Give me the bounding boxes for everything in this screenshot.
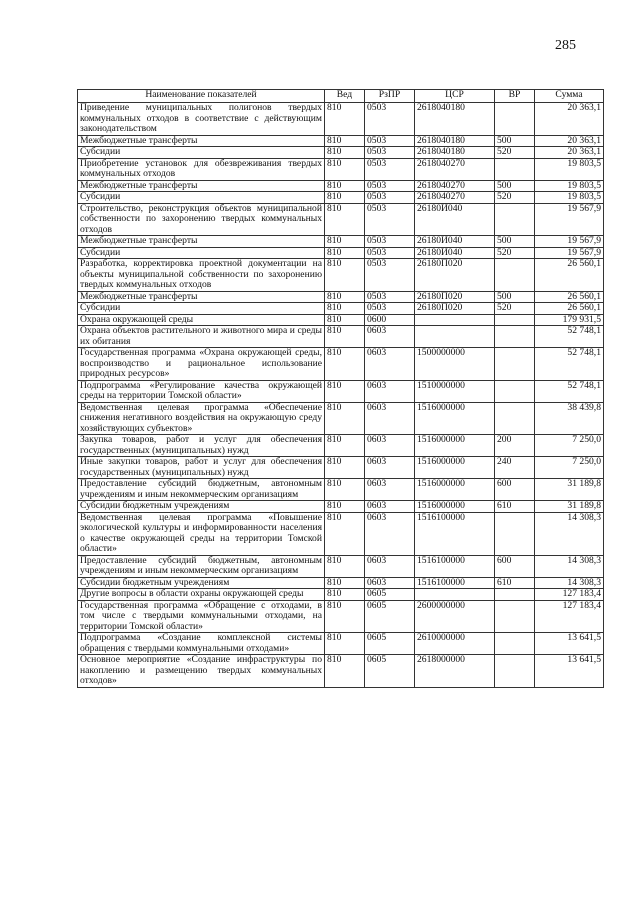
cell-vr: [495, 348, 535, 381]
cell-vr: 500: [495, 135, 535, 147]
cell-rzpr: 0503: [365, 236, 415, 248]
cell-vr: [495, 158, 535, 180]
header-sum: Сумма: [535, 90, 604, 103]
cell-sum: 13 641,5: [535, 655, 604, 688]
table-row: [78, 203, 604, 236]
cell-name: Субсидии: [78, 192, 325, 204]
cell-csr: 2618040270: [415, 180, 495, 192]
cell-csr: [415, 589, 495, 601]
cell-name: Государственная программа «Охрана окружающей среды, воспроизводство и рациональное использование природных ресурсов»: [78, 348, 325, 381]
cell-ved: 810: [325, 633, 365, 655]
cell-sum: 19 567,9: [535, 236, 604, 248]
cell-name: Субсидии: [78, 303, 325, 315]
cell-name: Субсидии бюджетным учреждениям: [78, 577, 325, 589]
cell-name: Подпрограмма «Создание комплексной системы обращения с твердыми коммунальными отходами»: [78, 633, 325, 655]
cell-csr: 26180И040: [415, 247, 495, 259]
cell-csr: [415, 314, 495, 326]
cell-sum: 13 641,5: [535, 633, 604, 655]
cell-csr: 1516000000: [415, 457, 495, 479]
cell-csr: 2618040270: [415, 158, 495, 180]
cell-name: Иные закупки товаров, работ и услуг для обеспечения государственных (муниципальных) нужд: [78, 457, 325, 479]
cell-vr: 500: [495, 180, 535, 192]
header-name: Наименование показателей: [78, 90, 325, 103]
cell-name: Ведомственная целевая программа «Обеспечение снижения негативного воздействия на окружающую среду хозяйствующих субъектов»: [78, 402, 325, 435]
cell-name: Межбюджетные трансферты: [78, 135, 325, 147]
cell-rzpr: 0603: [365, 402, 415, 435]
table-row: [78, 314, 604, 326]
cell-csr: 2618040270: [415, 192, 495, 204]
cell-ved: 810: [325, 380, 365, 402]
header-rzpr: РзПР: [365, 90, 415, 103]
cell-rzpr: 0503: [365, 103, 415, 136]
header-ved: Вед: [325, 90, 365, 103]
cell-csr: [415, 326, 495, 348]
cell-sum: 31 189,8: [535, 501, 604, 513]
cell-ved: 810: [325, 203, 365, 236]
cell-vr: [495, 633, 535, 655]
cell-name: Ведомственная целевая программа «Повышение экологической культуры и информированности населения о качестве окружающей среды на территории Томской области»: [78, 512, 325, 555]
cell-ved: 810: [325, 501, 365, 513]
cell-sum: 7 250,0: [535, 435, 604, 457]
table-row: [78, 589, 604, 601]
cell-sum: 127 183,4: [535, 600, 604, 633]
cell-name: Субсидии: [78, 247, 325, 259]
cell-csr: 1500000000: [415, 348, 495, 381]
cell-name: Межбюджетные трансферты: [78, 236, 325, 248]
table-row: [78, 435, 604, 457]
cell-vr: 240: [495, 457, 535, 479]
cell-rzpr: 0503: [365, 303, 415, 315]
cell-vr: 610: [495, 501, 535, 513]
cell-sum: 14 308,3: [535, 555, 604, 577]
cell-rzpr: 0603: [365, 326, 415, 348]
cell-rzpr: 0503: [365, 203, 415, 236]
cell-rzpr: 0605: [365, 655, 415, 688]
cell-ved: 810: [325, 655, 365, 688]
cell-csr: 1516000000: [415, 479, 495, 501]
cell-ved: 810: [325, 589, 365, 601]
table-row: [78, 402, 604, 435]
cell-ved: 810: [325, 103, 365, 136]
cell-csr: 2618000000: [415, 655, 495, 688]
table-row: [78, 457, 604, 479]
cell-name: Основное мероприятие «Создание инфраструктуры по накоплению и размещению твердых коммунальных отходов»: [78, 655, 325, 688]
cell-csr: 26180П020: [415, 303, 495, 315]
cell-csr: 2618040180: [415, 135, 495, 147]
cell-vr: 500: [495, 236, 535, 248]
cell-sum: 179 931,5: [535, 314, 604, 326]
cell-rzpr: 0603: [365, 577, 415, 589]
cell-rzpr: 0603: [365, 479, 415, 501]
cell-vr: [495, 655, 535, 688]
cell-ved: 810: [325, 192, 365, 204]
cell-vr: 520: [495, 247, 535, 259]
table-row: [78, 577, 604, 589]
cell-sum: 7 250,0: [535, 457, 604, 479]
cell-ved: 810: [325, 303, 365, 315]
budget-table: [77, 89, 604, 688]
cell-ved: 810: [325, 348, 365, 381]
cell-sum: 14 308,3: [535, 512, 604, 555]
cell-sum: 52 748,1: [535, 348, 604, 381]
header-csr: ЦСР: [415, 90, 495, 103]
cell-vr: [495, 589, 535, 601]
table-row: [78, 655, 604, 688]
cell-name: Строительство, реконструкция объектов муниципальной собственности по захоронению твердых коммунальных отходов: [78, 203, 325, 236]
cell-sum: 52 748,1: [535, 380, 604, 402]
table-row: [78, 555, 604, 577]
cell-rzpr: 0603: [365, 348, 415, 381]
table-row: [78, 236, 604, 248]
cell-name: Межбюджетные трансферты: [78, 180, 325, 192]
cell-sum: 26 560,1: [535, 259, 604, 292]
cell-csr: 1516100000: [415, 555, 495, 577]
cell-ved: 810: [325, 435, 365, 457]
cell-csr: 1516000000: [415, 402, 495, 435]
cell-rzpr: 0603: [365, 380, 415, 402]
cell-ved: 810: [325, 236, 365, 248]
table-row: [78, 633, 604, 655]
table-header-row: [78, 90, 604, 103]
cell-rzpr: 0603: [365, 555, 415, 577]
cell-rzpr: 0503: [365, 259, 415, 292]
cell-vr: 520: [495, 303, 535, 315]
cell-name: Приобретение установок для обезвреживания твердых коммунальных отходов: [78, 158, 325, 180]
cell-name: Предоставление субсидий бюджетным, автономным учреждениям и иным некоммерческим организациям: [78, 479, 325, 501]
cell-rzpr: 0605: [365, 589, 415, 601]
cell-vr: [495, 380, 535, 402]
cell-rzpr: 0503: [365, 147, 415, 159]
cell-ved: 810: [325, 180, 365, 192]
cell-sum: 19 567,9: [535, 247, 604, 259]
cell-name: Разработка, корректировка проектной документации на объекты муниципальной собственности по захоронению твердых коммунальных отходов: [78, 259, 325, 292]
cell-vr: 610: [495, 577, 535, 589]
cell-csr: 1510000000: [415, 380, 495, 402]
cell-vr: 200: [495, 435, 535, 457]
cell-rzpr: 0603: [365, 501, 415, 513]
cell-vr: [495, 326, 535, 348]
cell-csr: 2618040180: [415, 147, 495, 159]
cell-csr: 26180П020: [415, 291, 495, 303]
cell-sum: 38 439,8: [535, 402, 604, 435]
cell-rzpr: 0503: [365, 158, 415, 180]
cell-sum: 19 803,5: [535, 180, 604, 192]
header-vr: ВР: [495, 90, 535, 103]
cell-name: Закупка товаров, работ и услуг для обеспечения государственных (муниципальных) нужд: [78, 435, 325, 457]
cell-vr: [495, 314, 535, 326]
cell-name: Приведение муниципальных полигонов твердых коммунальных отходов в соответствие с действующим законодательством: [78, 103, 325, 136]
table-row: [78, 291, 604, 303]
cell-sum: 52 748,1: [535, 326, 604, 348]
cell-ved: 810: [325, 259, 365, 292]
cell-rzpr: 0603: [365, 457, 415, 479]
cell-rzpr: 0503: [365, 135, 415, 147]
cell-sum: 19 803,5: [535, 192, 604, 204]
table-row: [78, 259, 604, 292]
cell-ved: 810: [325, 135, 365, 147]
cell-name: Охрана объектов растительного и животного мира и среды их обитания: [78, 326, 325, 348]
table-row: [78, 180, 604, 192]
cell-name: Межбюджетные трансферты: [78, 291, 325, 303]
table-row: [78, 600, 604, 633]
cell-ved: 810: [325, 479, 365, 501]
table-row: [78, 479, 604, 501]
table-row: [78, 158, 604, 180]
table-row: [78, 512, 604, 555]
table-row: [78, 326, 604, 348]
cell-name: Подпрограмма «Регулирование качества окружающей среды на территории Томской области»: [78, 380, 325, 402]
table-row: [78, 135, 604, 147]
cell-name: Государственная программа «Обращение с отходами, в том числе с твердыми коммунальными отходами, на территории Томской области»: [78, 600, 325, 633]
cell-name: Охрана окружающей среды: [78, 314, 325, 326]
cell-ved: 810: [325, 247, 365, 259]
cell-name: Субсидии: [78, 147, 325, 159]
cell-sum: 20 363,1: [535, 135, 604, 147]
cell-ved: 810: [325, 457, 365, 479]
cell-csr: 26180П020: [415, 259, 495, 292]
cell-rzpr: 0503: [365, 247, 415, 259]
cell-rzpr: 0503: [365, 291, 415, 303]
cell-csr: 1516000000: [415, 501, 495, 513]
cell-csr: 1516100000: [415, 512, 495, 555]
cell-csr: 1516000000: [415, 435, 495, 457]
cell-csr: 1516100000: [415, 577, 495, 589]
table-row: [78, 348, 604, 381]
table-row: [78, 103, 604, 136]
cell-vr: [495, 203, 535, 236]
cell-csr: 2610000000: [415, 633, 495, 655]
table-row: [78, 303, 604, 315]
cell-name: Субсидии бюджетным учреждениям: [78, 501, 325, 513]
cell-sum: 26 560,1: [535, 291, 604, 303]
cell-rzpr: 0605: [365, 633, 415, 655]
cell-rzpr: 0503: [365, 180, 415, 192]
cell-vr: [495, 103, 535, 136]
table-row: [78, 501, 604, 513]
cell-ved: 810: [325, 555, 365, 577]
cell-csr: 2618040180: [415, 103, 495, 136]
table-row: [78, 192, 604, 204]
cell-vr: 600: [495, 479, 535, 501]
cell-ved: 810: [325, 291, 365, 303]
cell-sum: 127 183,4: [535, 589, 604, 601]
cell-ved: 810: [325, 158, 365, 180]
cell-ved: 810: [325, 326, 365, 348]
cell-vr: [495, 259, 535, 292]
cell-csr: 26180И040: [415, 236, 495, 248]
cell-vr: 520: [495, 192, 535, 204]
cell-rzpr: 0503: [365, 192, 415, 204]
cell-ved: 810: [325, 147, 365, 159]
cell-vr: [495, 512, 535, 555]
cell-ved: 810: [325, 512, 365, 555]
cell-rzpr: 0605: [365, 600, 415, 633]
table-row: [78, 247, 604, 259]
cell-sum: 19 567,9: [535, 203, 604, 236]
table-row: [78, 147, 604, 159]
cell-csr: 26180И040: [415, 203, 495, 236]
cell-sum: 26 560,1: [535, 303, 604, 315]
cell-rzpr: 0603: [365, 512, 415, 555]
cell-vr: 520: [495, 147, 535, 159]
cell-sum: 20 363,1: [535, 147, 604, 159]
cell-sum: 20 363,1: [535, 103, 604, 136]
cell-ved: 810: [325, 402, 365, 435]
cell-sum: 31 189,8: [535, 479, 604, 501]
cell-vr: 500: [495, 291, 535, 303]
cell-ved: 810: [325, 577, 365, 589]
cell-ved: 810: [325, 600, 365, 633]
cell-ved: 810: [325, 314, 365, 326]
table-row: [78, 380, 604, 402]
cell-name: Другие вопросы в области охраны окружающей среды: [78, 589, 325, 601]
cell-vr: 600: [495, 555, 535, 577]
cell-sum: 14 308,3: [535, 577, 604, 589]
cell-name: Предоставление субсидий бюджетным, автономным учреждениям и иным некоммерческим организациям: [78, 555, 325, 577]
cell-vr: [495, 600, 535, 633]
cell-csr: 2600000000: [415, 600, 495, 633]
cell-sum: 19 803,5: [535, 158, 604, 180]
page-number: 285: [555, 38, 576, 53]
cell-vr: [495, 402, 535, 435]
cell-rzpr: 0603: [365, 435, 415, 457]
cell-rzpr: 0600: [365, 314, 415, 326]
